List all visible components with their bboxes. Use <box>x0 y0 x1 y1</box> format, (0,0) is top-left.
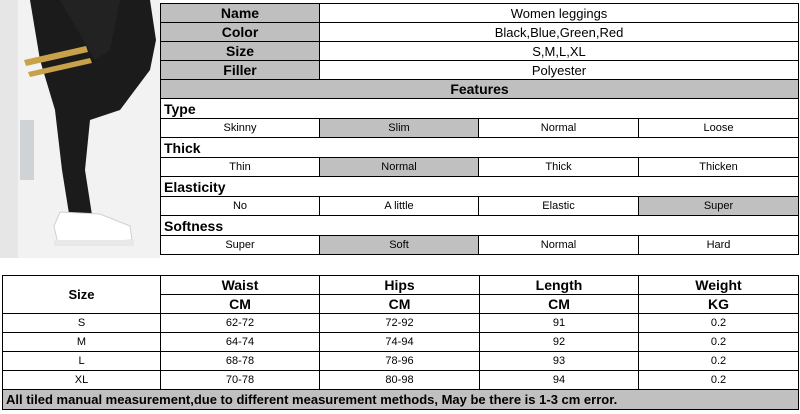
feature-options-type <box>161 119 799 138</box>
info-label: Color <box>161 23 320 42</box>
size-row-xl <box>3 371 799 390</box>
product-info-table <box>160 3 799 255</box>
column-header: Length <box>480 276 639 295</box>
size-cell: M <box>3 333 161 352</box>
size-cell: S <box>3 314 161 333</box>
value-cell: 80-98 <box>320 371 480 390</box>
leggings-model-image <box>0 0 160 258</box>
info-value: Polyester <box>320 61 799 80</box>
feature-option: Normal <box>479 236 639 255</box>
feature-section-elasticity <box>161 177 799 197</box>
size-cell: XL <box>3 371 161 390</box>
info-label: Name <box>161 4 320 23</box>
feature-option-selected: Slim <box>320 119 479 138</box>
feature-option: Thin <box>161 158 320 177</box>
size-row-m <box>3 333 799 352</box>
size-header-row <box>3 276 799 295</box>
value-cell: 93 <box>480 352 639 371</box>
feature-section-thick <box>161 138 799 158</box>
feature-option-selected: Soft <box>320 236 479 255</box>
unit-header: CM <box>161 295 320 314</box>
feature-option: A little <box>320 197 479 216</box>
info-label: Size <box>161 42 320 61</box>
size-column-header: Size <box>3 276 161 314</box>
feature-option: Thick <box>479 158 639 177</box>
value-cell: 68-78 <box>161 352 320 371</box>
feature-option: Skinny <box>161 119 320 138</box>
feature-option: No <box>161 197 320 216</box>
measurement-note: All tiled manual measurement,due to different measurement methods, May be there is 1-3 cm error. <box>3 390 799 410</box>
value-cell: 0.2 <box>639 314 799 333</box>
value-cell: 91 <box>480 314 639 333</box>
size-cell: L <box>3 352 161 371</box>
info-value: S,M,L,XL <box>320 42 799 61</box>
value-cell: 74-94 <box>320 333 480 352</box>
column-header: Hips <box>320 276 480 295</box>
info-row-filler <box>161 61 799 80</box>
size-chart-table <box>2 275 799 410</box>
features-header-row <box>161 80 799 99</box>
product-photo <box>0 0 160 258</box>
feature-option: Elastic <box>479 197 639 216</box>
feature-option-selected: Normal <box>320 158 479 177</box>
size-row-s <box>3 314 799 333</box>
value-cell: 0.2 <box>639 371 799 390</box>
feature-title: Type <box>161 99 799 119</box>
value-cell: 62-72 <box>161 314 320 333</box>
size-row-l <box>3 352 799 371</box>
measurement-note-row <box>3 390 799 410</box>
value-cell: 0.2 <box>639 333 799 352</box>
value-cell: 64-74 <box>161 333 320 352</box>
info-row-color <box>161 23 799 42</box>
column-header: Waist <box>161 276 320 295</box>
feature-options-softness <box>161 236 799 255</box>
info-label: Filler <box>161 61 320 80</box>
unit-header: CM <box>320 295 480 314</box>
value-cell: 0.2 <box>639 352 799 371</box>
unit-header: KG <box>639 295 799 314</box>
feature-option: Hard <box>639 236 799 255</box>
column-header: Weight <box>639 276 799 295</box>
feature-option-selected: Super <box>639 197 799 216</box>
value-cell: 70-78 <box>161 371 320 390</box>
info-value: Black,Blue,Green,Red <box>320 23 799 42</box>
feature-section-softness <box>161 216 799 236</box>
value-cell: 92 <box>480 333 639 352</box>
feature-title: Thick <box>161 138 799 158</box>
feature-option: Thicken <box>639 158 799 177</box>
feature-option: Loose <box>639 119 799 138</box>
feature-title: Elasticity <box>161 177 799 197</box>
value-cell: 78-96 <box>320 352 480 371</box>
info-row-size <box>161 42 799 61</box>
value-cell: 72-92 <box>320 314 480 333</box>
feature-option: Super <box>161 236 320 255</box>
feature-section-type <box>161 99 799 119</box>
info-value: Women leggings <box>320 4 799 23</box>
feature-title: Softness <box>161 216 799 236</box>
feature-options-thick <box>161 158 799 177</box>
feature-options-elasticity <box>161 197 799 216</box>
feature-option: Normal <box>479 119 639 138</box>
features-title: Features <box>161 80 799 99</box>
unit-header: CM <box>480 295 639 314</box>
info-row-name <box>161 4 799 23</box>
value-cell: 94 <box>480 371 639 390</box>
